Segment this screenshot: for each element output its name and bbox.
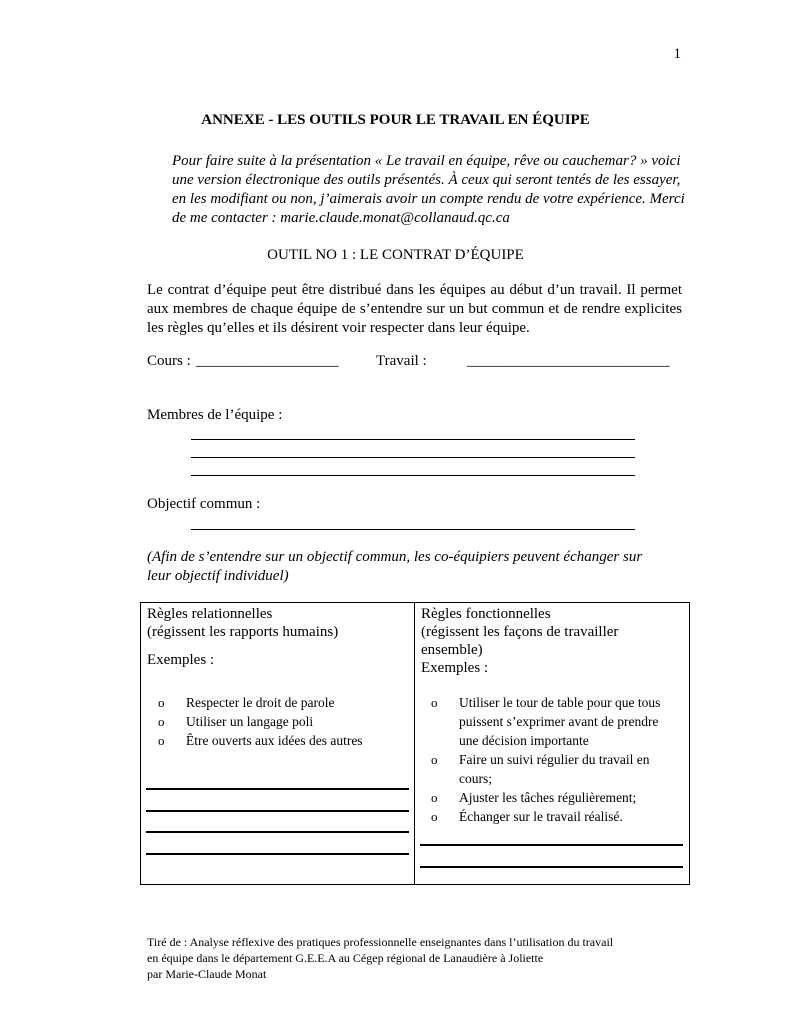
relational-blank-line-3[interactable] (146, 831, 409, 833)
membres-line-1[interactable] (191, 439, 635, 440)
membres-line-3[interactable] (191, 475, 635, 476)
relational-blank-line-1[interactable] (146, 788, 409, 790)
bullet-icon: o (158, 714, 165, 729)
functional-examples-label: Exemples : (421, 660, 489, 676)
footer-line-3: par Marie-Claude Monat (147, 967, 267, 981)
membres-line-2[interactable] (191, 457, 635, 458)
functional-examples-list (431, 693, 676, 826)
objective-hint: (Afin de s’entendre sur un objectif commun, les co-équipiers peuvent échanger sur leur objectif individuel) (147, 549, 643, 584)
functional-rules-subheading: (régissent les façons de travailler ensemble) (421, 624, 619, 658)
cours-blank[interactable]: ___________________ (196, 353, 339, 369)
objectif-line[interactable] (191, 529, 635, 530)
objectif-label: Objectif commun : (147, 496, 261, 512)
functional-blank-line-2[interactable] (420, 866, 683, 868)
relational-rules-cell (141, 603, 415, 885)
bullet-icon: o (431, 790, 438, 805)
functional-blank-line-1[interactable] (420, 844, 683, 846)
bullet-icon: o (158, 695, 165, 710)
functional-rules-heading: Règles fonctionnelles (421, 606, 551, 622)
footer-line-2: en équipe dans le département G.E.E.A au Cégep régional de Lanaudière à Joliette (147, 951, 544, 965)
list-item: o Être ouverts aux idées des autres (158, 733, 363, 748)
document-title: ANNEXE - LES OUTILS POUR LE TRAVAIL EN ÉQUIPE (201, 112, 590, 128)
list-item: o Respecter le droit de parole (158, 695, 335, 710)
functional-rules-cell (415, 603, 690, 885)
rules-table (140, 602, 690, 885)
list-item: o Utiliser le tour de table pour que tous puissent s’exprimer avant de prendre une décision importante (431, 695, 661, 748)
tool-title: OUTIL NO 1 : LE CONTRAT D’ÉQUIPE (267, 247, 524, 263)
intro-paragraph: Pour faire suite à la présentation « Le travail en équipe, rêve ou cauchemar? » voici une version électronique des outils présentés. À ceux qui seront tentés de les essayer, en les modifiant ou non, j’aimerais avoir un compte rendu de votre expérience. Merci de me contacter : marie.claude.monat@collanaud.qc.ca (172, 153, 685, 226)
description-paragraph: Le contrat d’équipe peut être distribué dans les équipes au début d’un travail. Il permet aux membres de chaque équipe de s’entendre sur un but commun et de rendre explicites les règles qu’elles et ils désirent voir respecter dans leur équipe. (147, 282, 682, 336)
membres-label: Membres de l’équipe : (147, 407, 283, 423)
relational-blank-line-4[interactable] (146, 853, 409, 855)
list-item: o Utiliser un langage poli (158, 714, 314, 729)
bullet-icon: o (431, 695, 438, 710)
cours-label: Cours : (147, 353, 191, 369)
footer-citation (147, 934, 707, 982)
footer-line-1: Tiré de : Analyse réflexive des pratiques professionnelle enseignantes dans l’utilisation du travail (147, 935, 614, 949)
travail-label: Travail : (376, 353, 427, 369)
list-item: o Échanger sur le travail réalisé. (431, 809, 623, 824)
page-number: 1 (673, 46, 681, 62)
relational-rules-subheading: (régissent les rapports humains) (147, 624, 339, 640)
list-item: o Faire un suivi régulier du travail en cours; (431, 752, 650, 786)
relational-examples-list (158, 693, 408, 750)
relational-examples-label: Exemples : (147, 652, 215, 668)
bullet-icon: o (431, 809, 438, 824)
travail-blank[interactable]: ___________________________ (467, 353, 670, 369)
bullet-icon: o (431, 752, 438, 767)
list-item: o Ajuster les tâches régulièrement; (431, 790, 637, 805)
relational-rules-heading: Règles relationnelles (147, 606, 273, 622)
bullet-icon: o (158, 733, 165, 748)
relational-blank-line-2[interactable] (146, 810, 409, 812)
